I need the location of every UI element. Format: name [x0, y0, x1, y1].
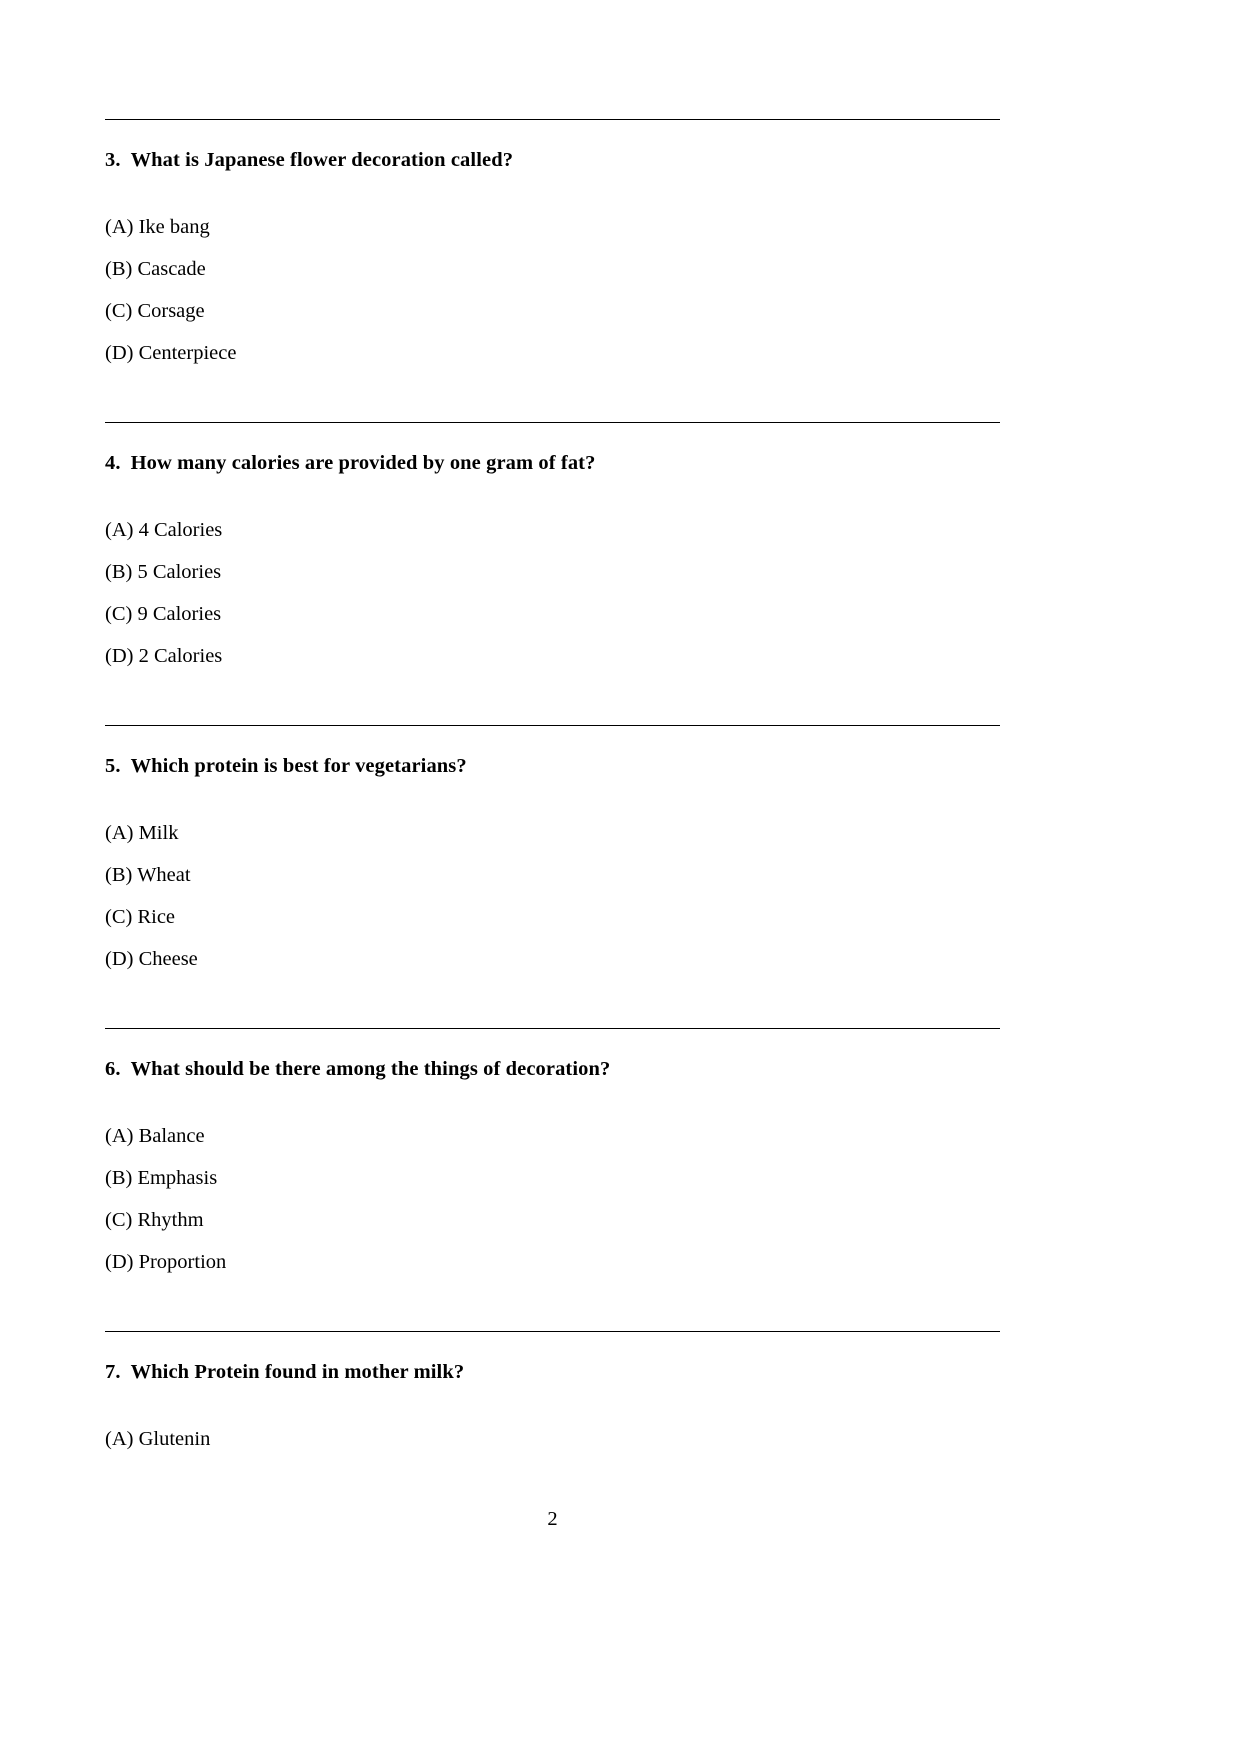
question-number: 5. [105, 755, 121, 777]
question-text: What is Japanese flower decoration called? [130, 149, 514, 171]
option: (B) 5 Calories [105, 561, 222, 583]
option: (C) Rhythm [105, 1209, 204, 1231]
options [105, 822, 1000, 970]
question-number: 3. [105, 149, 121, 171]
option: (D) Proportion [105, 1251, 227, 1273]
option: (B) Cascade [105, 258, 206, 280]
question-divider [105, 1331, 1000, 1332]
question-number: 7. [105, 1361, 121, 1383]
question-block [105, 725, 1000, 970]
option: (C) 9 Calories [105, 603, 222, 625]
question-divider [105, 1028, 1000, 1029]
question-divider [105, 422, 1000, 423]
option: (A) Milk [105, 822, 179, 844]
option: (B) Emphasis [105, 1167, 218, 1189]
question-divider [105, 725, 1000, 726]
option: (A) Glutenin [105, 1428, 211, 1450]
option: (A) Balance [105, 1125, 205, 1147]
options [105, 216, 1000, 364]
question-block [105, 1331, 1000, 1450]
question-block [105, 422, 1000, 667]
option: (D) Cheese [105, 948, 198, 970]
question-divider [105, 119, 1000, 120]
question-text: What should be there among the things of decoration? [130, 1058, 611, 1080]
question-heading [105, 1360, 1000, 1384]
question-heading [105, 148, 1000, 172]
question-block [105, 119, 1000, 364]
question-heading [105, 451, 1000, 475]
option: (A) Ike bang [105, 216, 210, 238]
question-number: 4. [105, 452, 121, 474]
question-text: How many calories are provided by one gram of fat? [130, 452, 596, 474]
question-text: Which protein is best for vegetarians? [130, 755, 467, 777]
options [105, 519, 1000, 667]
question-heading [105, 1057, 1000, 1081]
question-text: Which Protein found in mother milk? [130, 1361, 465, 1383]
option: (C) Rice [105, 906, 176, 928]
document-page [105, 0, 1000, 1531]
options [105, 1125, 1000, 1273]
question-list [105, 119, 1000, 1450]
option: (B) Wheat [105, 864, 191, 886]
page-number: 2 [547, 1508, 558, 1530]
question-heading [105, 754, 1000, 778]
question-block [105, 1028, 1000, 1273]
option: (A) 4 Calories [105, 519, 223, 541]
option: (D) 2 Calories [105, 645, 223, 667]
option: (D) Centerpiece [105, 342, 237, 364]
options [105, 1428, 1000, 1450]
option: (C) Corsage [105, 300, 205, 322]
question-number: 6. [105, 1058, 121, 1080]
